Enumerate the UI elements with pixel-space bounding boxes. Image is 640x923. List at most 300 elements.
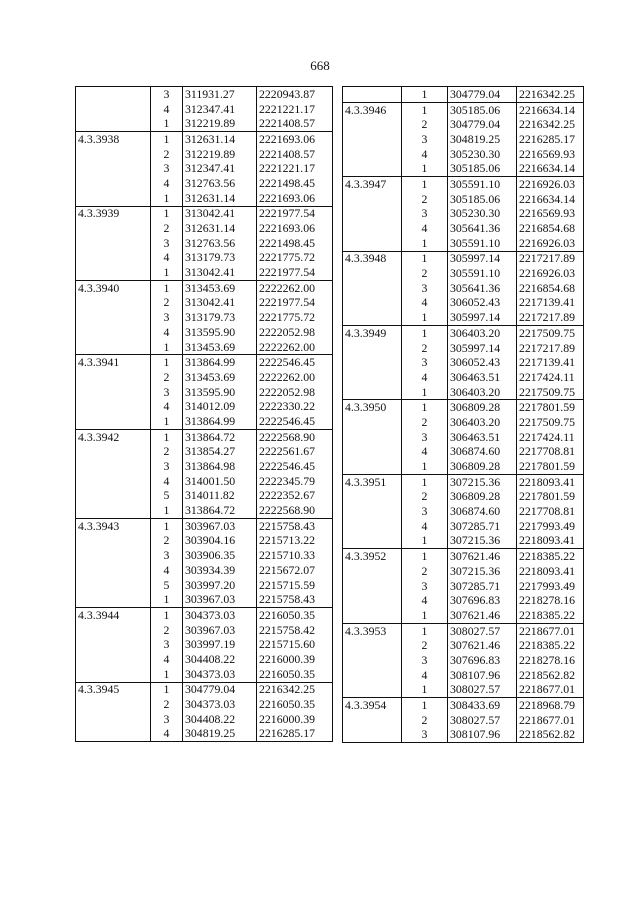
table-row <box>343 132 584 147</box>
plot-id-cell <box>76 116 151 131</box>
plot-id-cell <box>76 236 151 251</box>
point-number-cell: 4 <box>151 251 183 266</box>
y-coordinate-cell: 2217139.41 <box>517 355 584 370</box>
plot-id-cell <box>76 147 151 162</box>
y-coordinate-cell: 2216050.35 <box>257 667 333 682</box>
plot-id-cell <box>76 727 151 742</box>
y-coordinate-cell: 2216926.03 <box>517 236 584 251</box>
y-coordinate-cell: 2216854.68 <box>517 221 584 236</box>
y-coordinate-cell: 2221775.72 <box>257 310 333 325</box>
table-row <box>76 251 333 266</box>
y-coordinate-cell: 2217424.11 <box>517 370 584 385</box>
x-coordinate-cell: 313595.90 <box>183 325 257 340</box>
y-coordinate-cell: 2218093.41 <box>517 474 584 489</box>
plot-id-cell <box>76 399 151 414</box>
table-row <box>343 623 584 638</box>
point-number-cell: 3 <box>151 310 183 325</box>
x-coordinate-cell: 305591.10 <box>448 177 517 192</box>
y-coordinate-cell: 2217708.81 <box>517 504 584 519</box>
x-coordinate-cell: 304408.22 <box>183 712 257 727</box>
plot-id-cell <box>343 415 402 430</box>
table-row <box>76 176 333 191</box>
point-number-cell: 3 <box>402 430 448 445</box>
y-coordinate-cell: 2217801.59 <box>517 459 584 474</box>
table-row <box>76 355 333 370</box>
y-coordinate-cell: 2221408.57 <box>257 147 333 162</box>
point-number-cell: 3 <box>402 281 448 296</box>
table-row <box>343 474 584 489</box>
table-row <box>343 310 584 325</box>
point-number-cell: 1 <box>402 534 448 549</box>
x-coordinate-cell: 306403.20 <box>448 385 517 400</box>
table-row <box>343 341 584 356</box>
plot-id-cell <box>343 504 402 519</box>
point-number-cell: 2 <box>151 296 183 311</box>
plot-id-cell <box>76 340 151 355</box>
y-coordinate-cell: 2221977.54 <box>257 265 333 280</box>
y-coordinate-cell: 2221408.57 <box>257 116 333 131</box>
x-coordinate-cell: 313864.98 <box>183 459 257 474</box>
x-coordinate-cell: 303906.35 <box>183 548 257 563</box>
point-number-cell: 5 <box>151 578 183 593</box>
point-number-cell: 4 <box>151 102 183 117</box>
x-coordinate-cell: 306809.28 <box>448 490 517 505</box>
x-coordinate-cell: 307285.71 <box>448 519 517 534</box>
table-row <box>343 221 584 236</box>
point-number-cell: 1 <box>402 623 448 638</box>
x-coordinate-cell: 304373.03 <box>183 697 257 712</box>
point-number-cell: 3 <box>151 637 183 652</box>
y-coordinate-cell: 2222262.00 <box>257 280 333 295</box>
plot-id-cell: 4.3.3947 <box>343 177 402 192</box>
table-row <box>343 653 584 668</box>
x-coordinate-cell: 306052.43 <box>448 355 517 370</box>
point-number-cell: 2 <box>151 445 183 460</box>
table-row <box>76 325 333 340</box>
plot-id-cell <box>343 638 402 653</box>
y-coordinate-cell: 2215672.07 <box>257 563 333 578</box>
y-coordinate-cell: 2221693.06 <box>257 132 333 147</box>
point-number-cell: 1 <box>402 400 448 415</box>
plot-id-cell <box>76 161 151 176</box>
plot-id-cell <box>76 697 151 712</box>
x-coordinate-cell: 313179.73 <box>183 251 257 266</box>
y-coordinate-cell: 2222568.90 <box>257 503 333 518</box>
y-coordinate-cell: 2216854.68 <box>517 281 584 296</box>
plot-id-cell <box>343 728 402 743</box>
y-coordinate-cell: 2218385.22 <box>517 638 584 653</box>
x-coordinate-cell: 305997.14 <box>448 251 517 266</box>
point-number-cell: 1 <box>151 280 183 295</box>
table-row <box>343 415 584 430</box>
plot-id-cell <box>76 191 151 206</box>
table-row <box>343 251 584 266</box>
table-row <box>343 504 584 519</box>
y-coordinate-cell: 2217217.89 <box>517 251 584 266</box>
x-coordinate-cell: 307215.36 <box>448 474 517 489</box>
x-coordinate-cell: 303997.19 <box>183 637 257 652</box>
point-number-cell: 2 <box>151 697 183 712</box>
table-row <box>76 534 333 549</box>
point-number-cell: 3 <box>402 207 448 222</box>
point-number-cell: 1 <box>402 474 448 489</box>
plot-id-cell: 4.3.3940 <box>76 280 151 295</box>
point-number-cell: 3 <box>402 653 448 668</box>
table-row <box>343 564 584 579</box>
table-row <box>76 548 333 563</box>
page-number: 668 <box>310 58 330 73</box>
y-coordinate-cell: 2221221.17 <box>257 102 333 117</box>
x-coordinate-cell: 305591.10 <box>448 236 517 251</box>
x-coordinate-cell: 308027.57 <box>448 713 517 728</box>
table-row <box>343 161 584 176</box>
y-coordinate-cell: 2222568.90 <box>257 429 333 444</box>
point-number-cell: 1 <box>402 698 448 713</box>
table-row <box>76 592 333 607</box>
table-row <box>76 459 333 474</box>
plot-id-cell: 4.3.3951 <box>343 474 402 489</box>
x-coordinate-cell: 305641.36 <box>448 221 517 236</box>
point-number-cell: 1 <box>402 549 448 564</box>
point-number-cell: 2 <box>402 638 448 653</box>
table-row <box>343 117 584 132</box>
y-coordinate-cell: 2215713.22 <box>257 534 333 549</box>
point-number-cell: 2 <box>402 415 448 430</box>
y-coordinate-cell: 2215758.43 <box>257 592 333 607</box>
table-row <box>76 399 333 414</box>
point-number-cell: 3 <box>151 459 183 474</box>
y-coordinate-cell: 2221498.45 <box>257 236 333 251</box>
y-coordinate-cell: 2221977.54 <box>257 206 333 221</box>
table-row <box>343 281 584 296</box>
y-coordinate-cell: 2217509.75 <box>517 385 584 400</box>
table-row <box>343 207 584 222</box>
point-number-cell: 2 <box>402 713 448 728</box>
table-row <box>76 474 333 489</box>
x-coordinate-cell: 305591.10 <box>448 266 517 281</box>
y-coordinate-cell: 2217801.59 <box>517 400 584 415</box>
table-row <box>343 177 584 192</box>
y-coordinate-cell: 2222546.45 <box>257 355 333 370</box>
y-coordinate-cell: 2215715.59 <box>257 578 333 593</box>
point-number-cell: 3 <box>151 712 183 727</box>
table-row <box>343 236 584 251</box>
plot-id-cell <box>76 385 151 400</box>
table-row <box>76 385 333 400</box>
plot-id-cell: 4.3.3939 <box>76 206 151 221</box>
point-number-cell: 1 <box>151 414 183 429</box>
point-number-cell: 1 <box>402 177 448 192</box>
x-coordinate-cell: 308027.57 <box>448 623 517 638</box>
y-coordinate-cell: 2216342.25 <box>517 87 584 103</box>
plot-id-cell <box>76 102 151 117</box>
y-coordinate-cell: 2216926.03 <box>517 266 584 281</box>
table-row <box>76 429 333 444</box>
x-coordinate-cell: 305185.06 <box>448 161 517 176</box>
table-row <box>76 667 333 682</box>
plot-id-cell <box>76 221 151 236</box>
x-coordinate-cell: 314012.09 <box>183 399 257 414</box>
y-coordinate-cell: 2217139.41 <box>517 296 584 311</box>
table-row <box>76 652 333 667</box>
point-number-cell: 1 <box>402 102 448 117</box>
point-number-cell: 3 <box>402 355 448 370</box>
plot-id-cell <box>76 251 151 266</box>
y-coordinate-cell: 2222262.00 <box>257 370 333 385</box>
y-coordinate-cell: 2218562.82 <box>517 668 584 683</box>
y-coordinate-cell: 2218278.16 <box>517 653 584 668</box>
x-coordinate-cell: 308433.69 <box>448 698 517 713</box>
y-coordinate-cell: 2217424.11 <box>517 430 584 445</box>
point-number-cell: 1 <box>402 251 448 266</box>
table-row <box>343 266 584 281</box>
table-row <box>76 161 333 176</box>
table-row <box>343 608 584 623</box>
x-coordinate-cell: 313042.41 <box>183 265 257 280</box>
x-coordinate-cell: 308107.96 <box>448 668 517 683</box>
point-number-cell: 1 <box>402 608 448 623</box>
plot-id-cell <box>76 310 151 325</box>
plot-id-cell: 4.3.3953 <box>343 623 402 638</box>
x-coordinate-cell: 307215.36 <box>448 534 517 549</box>
point-number-cell: 3 <box>402 132 448 147</box>
y-coordinate-cell: 2221221.17 <box>257 161 333 176</box>
plot-id-cell: 4.3.3942 <box>76 429 151 444</box>
x-coordinate-cell: 306809.28 <box>448 400 517 415</box>
x-coordinate-cell: 313453.69 <box>183 370 257 385</box>
plot-id-cell <box>76 623 151 638</box>
x-coordinate-cell: 303997.20 <box>183 578 257 593</box>
y-coordinate-cell: 2215715.60 <box>257 637 333 652</box>
point-number-cell: 1 <box>402 310 448 325</box>
x-coordinate-cell: 305185.06 <box>448 192 517 207</box>
x-coordinate-cell: 304373.03 <box>183 667 257 682</box>
x-coordinate-cell: 303967.03 <box>183 518 257 533</box>
table-row <box>76 191 333 206</box>
table-row <box>76 116 333 131</box>
plot-id-cell <box>76 474 151 489</box>
table-row <box>76 682 333 697</box>
table-row <box>343 445 584 460</box>
x-coordinate-cell: 312347.41 <box>183 161 257 176</box>
plot-id-cell <box>343 593 402 608</box>
x-coordinate-cell: 305997.14 <box>448 341 517 356</box>
x-coordinate-cell: 304779.04 <box>448 87 517 103</box>
point-number-cell: 4 <box>151 399 183 414</box>
table-row <box>76 265 333 280</box>
plot-id-cell <box>76 592 151 607</box>
y-coordinate-cell: 2220943.87 <box>257 87 333 102</box>
plot-id-cell <box>76 445 151 460</box>
plot-id-cell: 4.3.3950 <box>343 400 402 415</box>
y-coordinate-cell: 2218093.41 <box>517 534 584 549</box>
table-row <box>343 355 584 370</box>
point-number-cell: 1 <box>151 592 183 607</box>
point-number-cell: 4 <box>402 445 448 460</box>
point-number-cell: 2 <box>151 147 183 162</box>
plot-id-cell <box>76 459 151 474</box>
table-row <box>76 296 333 311</box>
x-coordinate-cell: 313453.69 <box>183 280 257 295</box>
plot-id-cell <box>343 281 402 296</box>
plot-id-cell <box>76 503 151 518</box>
y-coordinate-cell: 2221693.06 <box>257 191 333 206</box>
point-number-cell: 3 <box>151 87 183 102</box>
y-coordinate-cell: 2218968.79 <box>517 698 584 713</box>
x-coordinate-cell: 306809.28 <box>448 459 517 474</box>
plot-id-cell <box>76 296 151 311</box>
table-row <box>76 340 333 355</box>
plot-id-cell <box>76 712 151 727</box>
plot-id-cell <box>76 548 151 563</box>
point-number-cell: 3 <box>402 504 448 519</box>
point-number-cell: 1 <box>151 265 183 280</box>
point-number-cell: 1 <box>402 236 448 251</box>
plot-id-cell <box>343 564 402 579</box>
table-row <box>343 593 584 608</box>
y-coordinate-cell: 2218093.41 <box>517 564 584 579</box>
point-number-cell: 1 <box>151 132 183 147</box>
point-number-cell: 2 <box>151 370 183 385</box>
point-number-cell: 1 <box>402 385 448 400</box>
point-number-cell: 2 <box>402 266 448 281</box>
table-row <box>343 385 584 400</box>
x-coordinate-cell: 305997.14 <box>448 310 517 325</box>
x-coordinate-cell: 311931.27 <box>183 87 257 102</box>
table-row <box>76 445 333 460</box>
table-row <box>76 608 333 623</box>
y-coordinate-cell: 2218385.22 <box>517 549 584 564</box>
plot-id-cell <box>343 713 402 728</box>
point-number-cell: 1 <box>402 161 448 176</box>
table-row <box>76 87 333 102</box>
point-number-cell: 1 <box>151 355 183 370</box>
y-coordinate-cell: 2222052.98 <box>257 385 333 400</box>
plot-id-cell <box>76 370 151 385</box>
point-number-cell: 2 <box>402 564 448 579</box>
x-coordinate-cell: 307621.46 <box>448 638 517 653</box>
y-coordinate-cell: 2217217.89 <box>517 310 584 325</box>
y-coordinate-cell: 2216342.25 <box>517 117 584 132</box>
point-number-cell: 1 <box>151 608 183 623</box>
table-row <box>76 370 333 385</box>
point-number-cell: 4 <box>151 176 183 191</box>
point-number-cell: 4 <box>151 652 183 667</box>
table-row <box>343 296 584 311</box>
y-coordinate-cell: 2222262.00 <box>257 340 333 355</box>
y-coordinate-cell: 2217509.75 <box>517 326 584 341</box>
y-coordinate-cell: 2215710.33 <box>257 548 333 563</box>
point-number-cell: 1 <box>402 87 448 103</box>
point-number-cell: 4 <box>151 474 183 489</box>
plot-id-cell <box>76 87 151 102</box>
point-number-cell: 1 <box>402 683 448 698</box>
point-number-cell: 3 <box>151 161 183 176</box>
table-row <box>76 489 333 504</box>
plot-id-cell <box>343 221 402 236</box>
plot-id-cell: 4.3.3946 <box>343 102 402 117</box>
table-row <box>343 192 584 207</box>
point-number-cell: 3 <box>402 728 448 743</box>
plot-id-cell: 4.3.3948 <box>343 251 402 266</box>
y-coordinate-cell: 2217801.59 <box>517 490 584 505</box>
point-number-cell: 4 <box>402 519 448 534</box>
plot-id-cell <box>76 265 151 280</box>
point-number-cell: 4 <box>402 370 448 385</box>
x-coordinate-cell: 306463.51 <box>448 370 517 385</box>
x-coordinate-cell: 304779.04 <box>183 682 257 697</box>
x-coordinate-cell: 313042.41 <box>183 296 257 311</box>
x-coordinate-cell: 312631.14 <box>183 132 257 147</box>
table-row <box>76 147 333 162</box>
point-number-cell: 1 <box>151 518 183 533</box>
y-coordinate-cell: 2216634.14 <box>517 102 584 117</box>
plot-id-cell <box>343 341 402 356</box>
x-coordinate-cell: 313854.27 <box>183 445 257 460</box>
table-row <box>343 728 584 743</box>
x-coordinate-cell: 306874.60 <box>448 445 517 460</box>
point-number-cell: 4 <box>151 325 183 340</box>
table-row <box>76 206 333 221</box>
y-coordinate-cell: 2216000.39 <box>257 712 333 727</box>
plot-id-cell <box>343 519 402 534</box>
y-coordinate-cell: 2218562.82 <box>517 728 584 743</box>
table-row <box>76 712 333 727</box>
point-number-cell: 1 <box>402 326 448 341</box>
plot-id-cell <box>343 430 402 445</box>
x-coordinate-cell: 307285.71 <box>448 579 517 594</box>
x-coordinate-cell: 304373.03 <box>183 608 257 623</box>
point-number-cell: 3 <box>151 548 183 563</box>
y-coordinate-cell: 2217509.75 <box>517 415 584 430</box>
plot-id-cell <box>343 683 402 698</box>
y-coordinate-cell: 2218677.01 <box>517 713 584 728</box>
plot-id-cell <box>343 490 402 505</box>
y-coordinate-cell: 2217217.89 <box>517 341 584 356</box>
y-coordinate-cell: 2222345.79 <box>257 474 333 489</box>
y-coordinate-cell: 2215758.43 <box>257 518 333 533</box>
table-row <box>343 519 584 534</box>
table-row <box>76 623 333 638</box>
point-number-cell: 4 <box>151 727 183 742</box>
table-row <box>343 534 584 549</box>
point-number-cell: 1 <box>151 116 183 131</box>
coordinate-table-right <box>342 86 584 743</box>
plot-id-cell <box>343 147 402 162</box>
x-coordinate-cell: 306874.60 <box>448 504 517 519</box>
x-coordinate-cell: 313042.41 <box>183 206 257 221</box>
plot-id-cell: 4.3.3945 <box>76 682 151 697</box>
table-row <box>76 414 333 429</box>
plot-id-cell <box>343 296 402 311</box>
x-coordinate-cell: 312631.14 <box>183 221 257 236</box>
table-row <box>343 638 584 653</box>
x-coordinate-cell: 308107.96 <box>448 728 517 743</box>
plot-id-cell <box>343 653 402 668</box>
x-coordinate-cell: 305230.30 <box>448 207 517 222</box>
plot-id-cell <box>343 608 402 623</box>
x-coordinate-cell: 304779.04 <box>448 117 517 132</box>
point-number-cell: 2 <box>151 221 183 236</box>
y-coordinate-cell: 2216050.35 <box>257 697 333 712</box>
x-coordinate-cell: 304819.25 <box>448 132 517 147</box>
x-coordinate-cell: 313864.72 <box>183 503 257 518</box>
table-row <box>343 87 584 103</box>
point-number-cell: 4 <box>402 147 448 162</box>
plot-id-cell: 4.3.3954 <box>343 698 402 713</box>
plot-id-cell <box>76 176 151 191</box>
y-coordinate-cell: 2216569.93 <box>517 207 584 222</box>
